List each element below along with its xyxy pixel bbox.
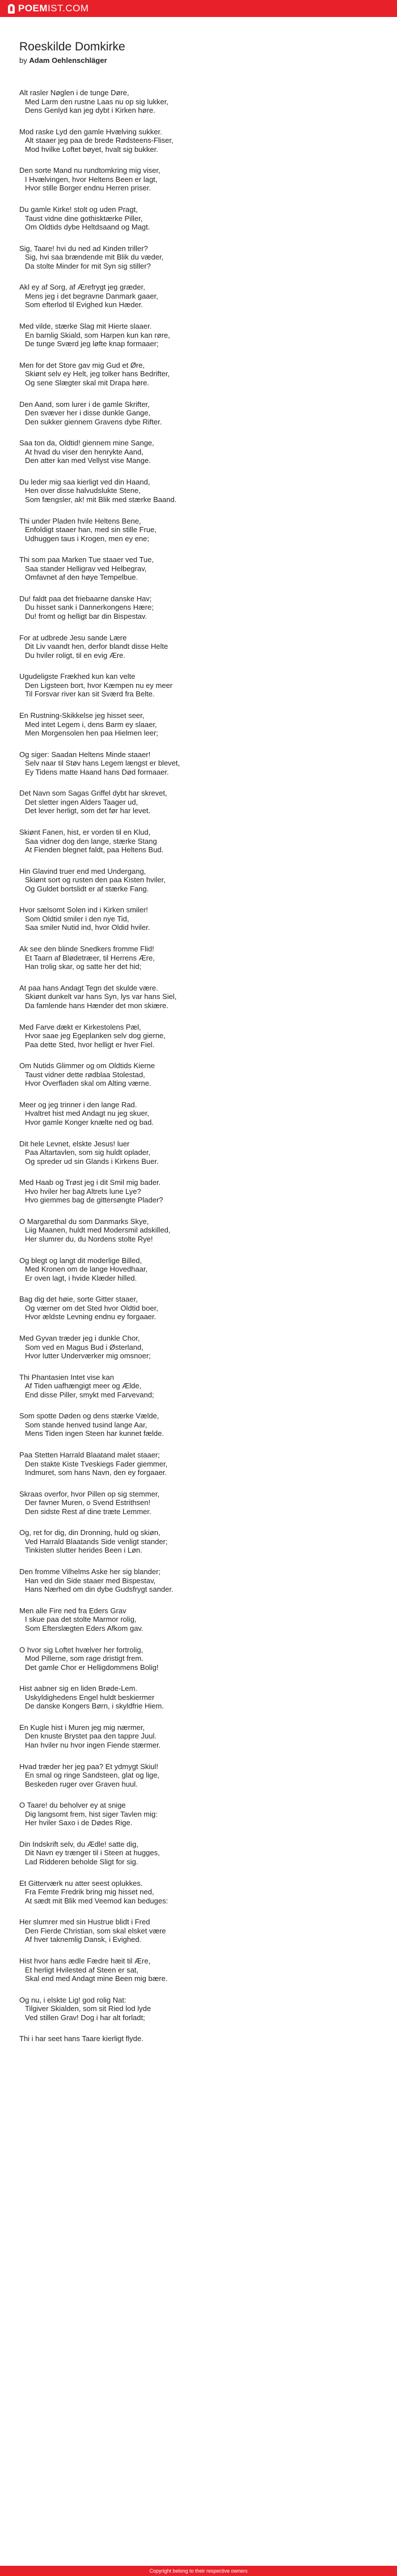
poem-line: Paa dette Sted, hvor helligt er hver Fiel. <box>25 1040 155 1049</box>
poem-stanza <box>19 1606 382 1633</box>
poem-line: Det gamle Chor er Helligdommens Bolig! <box>25 1663 159 1672</box>
poem-line: Her hviler Saxo i de Dødes Rige. <box>25 1818 133 1827</box>
poem-stanza <box>19 1178 382 1205</box>
poem-line: Dit Liv vaandt hen, derfor blandt disse Helte <box>25 642 168 651</box>
poem-line: Akl ey af Sorg, af Ærefrygt jeg græder, <box>19 283 145 292</box>
poem-line: Sig, Taare! hvi du ned ad Kinden triller? <box>19 244 148 253</box>
poem-stanza <box>19 1412 382 1438</box>
poem-line: Hvor sælsomt Solen ind i Kirken smiler! <box>19 906 148 915</box>
poem-line: Med vilde, stærke Slag mit Hierte slaaer. <box>19 322 152 331</box>
poem-line: Den sukker giennem Gravens dybe Rifter. <box>25 417 162 426</box>
poem-stanza <box>19 750 382 777</box>
logo-tld: IST.COM <box>48 3 89 14</box>
poem-stanza <box>19 711 382 738</box>
poemist-logo-icon <box>8 4 15 14</box>
poem-line: Taust vidner dette rødblaa Stolestad, <box>25 1070 145 1079</box>
poem-stanza <box>19 984 382 1010</box>
poem-stanza <box>19 1256 382 1283</box>
poem-line: Med Gyvan træder jeg i dunkle Chor, <box>19 1334 140 1342</box>
poem-line: Som stande henved tusind lange Aar, <box>25 1420 147 1429</box>
poem-line: Hist aabner sig en liden Brøde-Lem. <box>19 1684 138 1693</box>
poem-line: Om Nutids Glimmer og om Oldtids Kierne <box>19 1061 155 1070</box>
poem-line: Det Navn som Sagas Griffel dybt har skrevet, <box>19 789 167 798</box>
poem-line: En Kugle hist i Muren jeg mig nærmer, <box>19 1723 145 1732</box>
poem-line: Da famlende hans Hænder det mon skiære. <box>25 1001 168 1010</box>
poem-line: Skiønt dunkelt var hans Syn, lys var hans Siel, <box>25 992 177 1001</box>
poem-stanza <box>19 283 382 309</box>
poem-line: Liig Maanen, huldt med Modersmil adskilled, <box>25 1226 171 1235</box>
poem-line: Som efterlod til Evighed kun Hæder. <box>25 300 143 309</box>
poem-line: Og spreder ud sin Glands i Kirkens Buer. <box>25 1157 159 1166</box>
poem-line: Meer og jeg trinner i den lange Rad. <box>19 1100 137 1109</box>
poem-line: Du leder mig saa kierligt ved din Haand, <box>19 477 150 486</box>
poem-line: Selv naar til Støv hans Legem længst er blevet, <box>25 759 180 768</box>
poem-line: O Taare! du beholver ey at snige <box>19 1801 126 1810</box>
poem-line: Som ved en Magus Bud i Østerland, <box>25 1342 143 1351</box>
poem-line: At paa hans Andagt Tegn det skulde være. <box>19 983 158 992</box>
poem-title: Roeskilde Domkirke <box>19 40 125 53</box>
poem-line: Alt staaer jeg paa de brede Rødsteens-Fliser, <box>25 136 174 145</box>
poem-line: End disse Piller, smykt med Farvevand; <box>25 1390 154 1399</box>
poem-stanza <box>19 1023 382 1049</box>
poem-line: Med Kronen om de lange Hovedhaar, <box>25 1265 148 1274</box>
poem-line: Til Forsvar river kan sit Sværd fra Belte. <box>25 690 155 699</box>
poem-line: Thi Phantasien Intet vise kan <box>19 1372 114 1381</box>
poem-line: Den knuste Brystet paa den tappre Juul. <box>25 1732 157 1741</box>
poem-line: Og blegt og langt dit moderlige Billed, <box>19 1256 142 1265</box>
poem-stanza <box>19 906 382 932</box>
poem-line: Du! faldt paa det friebaarne danske Hav; <box>19 594 152 603</box>
poem-line: Saa smiler Nutid ind, hvor Oldid hviler. <box>25 923 150 932</box>
poem-line: Omfavnet af den høye Tempelbue. <box>25 573 138 582</box>
poem-stanza <box>19 1840 382 1867</box>
poem-line: En Rustning-Skikkelse jeg hisset seer, <box>19 711 145 720</box>
logo-brand: POEM <box>18 3 48 14</box>
top-bar <box>0 0 397 17</box>
poem-stanza <box>19 594 382 621</box>
poem-line: Hvad træder her jeg paa? Et ydmygt Skiul! <box>19 1762 158 1771</box>
poem-line: Du hviler roligt, til en evig Ære. <box>25 651 126 660</box>
logo-text <box>18 3 89 14</box>
poem-line: Dit Navn ey trænger til i Steen at hugges, <box>25 1848 160 1857</box>
poem-line: Hin Glavind truer end med Undergang, <box>19 866 146 875</box>
poem-line: Hvor gamle Konger knælte ned og bad. <box>25 1117 154 1127</box>
poem-line: Ey Tidens matte Haand hans Død formaaer. <box>25 767 169 776</box>
poem-line: Med Farve dækt er Kirkestolens Pæl, <box>19 1022 141 1031</box>
poem-line: Den Ligsteen bort, hvor Kæmpen nu ey meer <box>25 681 173 690</box>
poem-line: Men Morgensolen hen paa Hielmen leer; <box>25 729 158 737</box>
poem-line: Da stolte Minder for mit Syn sig stiller? <box>25 261 151 270</box>
poem-line: Det sletter ingen Alders Taager ud, <box>25 797 138 806</box>
poem-line: Er oven lagt, i hvide Klæder hilled. <box>25 1273 137 1282</box>
poem-stanza <box>19 1061 382 1088</box>
poem-stanza <box>19 517 382 543</box>
poem-line: Mens Tiden ingen Steen har kunnet fælde. <box>25 1429 164 1438</box>
poem-line: Saa vidner dog den lange, stærke Stang <box>25 836 157 845</box>
poem-line: Af hver taknemlig Dansk, i Evighed. <box>25 1935 142 1944</box>
poem-line: En smal og ringe Sandsteen, glat og lige, <box>25 1771 160 1780</box>
poem-stanza <box>19 634 382 660</box>
poem-line: Som Oldtid smiler i den nye Tid, <box>25 914 129 923</box>
poem-line: Den stakte Kiste Tveskiegs Fader giemmer, <box>25 1459 168 1468</box>
poem-line: Men alle Fire ned fra Eders Grav <box>19 1606 126 1615</box>
poem-line: Om Oldtids dybe Heltdsaand og Magt. <box>25 223 150 232</box>
poem-line: Og siger: Saadan Heltens Minde staaer! <box>19 750 151 759</box>
poem-stanza <box>19 1723 382 1750</box>
poem-body <box>19 88 382 2043</box>
poem-line: Hist hvor hans ædle Fædre hæit til Ære, <box>19 1957 151 1965</box>
poem-line: Alt rasler Nøglen i de tunge Døre, <box>19 88 129 97</box>
poem-line: I Hvælvingen, hvor Heltens Been er lagt, <box>25 175 158 184</box>
poem-stanza <box>19 1957 382 1983</box>
poem-line: Og, ret for dig, din Dronning, huld og skiøn, <box>19 1528 161 1537</box>
poem-stanza <box>19 1918 382 1944</box>
poem-line: Og sene Slægter skal mit Drapa høre. <box>25 378 149 387</box>
poem-content <box>19 40 382 2056</box>
site-logo[interactable] <box>8 0 89 17</box>
poem-stanza <box>19 244 382 271</box>
poem-stanza <box>19 1140 382 1166</box>
poem-stanza <box>19 1762 382 1789</box>
poem-line: Han trolig skar, og satte her det hid; <box>25 962 142 971</box>
poem-line: Thi i har seet hans Taare kierligt flyde. <box>19 2034 143 2043</box>
poem-line: Uskyldighedens Engel huldt beskiermer <box>25 1693 155 1702</box>
poem-line: Den sidste Rest af dine træte Lemmer. <box>25 1507 151 1516</box>
poem-line: Dit hele Levnet, elskte Jesus! luer <box>19 1139 130 1148</box>
poem-line: Et herligt Hvilested af Steen er sat, <box>25 1965 139 1974</box>
poem-line: Ugudeligste Frækhed kun kan velte <box>19 672 136 681</box>
poem-line: Dens Genlyd kan jeg dybt i Kirken høre. <box>25 106 155 114</box>
poem-line: Bag dig det høie, sorte Gitter staaer, <box>19 1295 138 1304</box>
poem-stanza <box>19 1334 382 1361</box>
poem-line: Han hviler nu hvor ingen Fiende stærmer. <box>25 1740 161 1749</box>
poem-byline <box>19 56 382 65</box>
poem-line: Hvor lutter Underværker mig omsnoer; <box>25 1351 151 1360</box>
poem-line: O hvor sig Loftet hvælver her fortrolig, <box>19 1645 143 1654</box>
poem-line: Din Indskrift selv, du Ædle! satte dig, <box>19 1839 139 1848</box>
poem-line: Paa Stetten Harrald Blaatand malet staaer; <box>19 1451 160 1460</box>
poem-line: Dig langsomt frem, hist siger Tavlen mig: <box>25 1809 158 1818</box>
poem-stanza <box>19 1295 382 1321</box>
poem-line: Af Tiden uafhængigt meer og Ælde, <box>25 1381 142 1391</box>
poem-line: Som spotte Døden og dens stærke Vælde, <box>19 1412 159 1421</box>
poem-stanza <box>19 828 382 855</box>
poem-line: Skiønt selv ey Helt, jeg tolker hans Bedrifter, <box>25 369 170 379</box>
poem-line: O Margarethal du som Danmarks Skye, <box>19 1217 149 1226</box>
poem-line: Der favner Muren, o Svend Estrithsen! <box>25 1498 151 1507</box>
poem-line: Ved stillen Grav! Dog i har alt forladt; <box>25 2013 145 2022</box>
poem-stanza <box>19 1528 382 1555</box>
poem-line: Den svæver her i disse dunkle Gange, <box>25 409 151 417</box>
poem-line: Taust vidne dine gothisktærke Piller, <box>25 214 143 223</box>
poem-line: Som fængsler, ak! mit Blik med stærke Baand. <box>25 495 177 504</box>
poem-line: I skue paa det stolte Marmor rolig, <box>25 1615 137 1624</box>
poem-stanza <box>19 1684 382 1711</box>
poem-stanza <box>19 1646 382 1672</box>
poem-stanza <box>19 166 382 193</box>
poem-stanza <box>19 945 382 971</box>
poem-line: Hvaltret hist med Andagt nu jeg skuer, <box>25 1109 149 1118</box>
poem-line: Thi som paa Marken Tue staaer ved Tue, <box>19 555 154 564</box>
poem-line: Et Gitterværk nu atter seest oplukkes. <box>19 1878 143 1888</box>
poem-stanza <box>19 1879 382 1906</box>
poem-stanza <box>19 1451 382 1477</box>
poem-line: Hvor saae jeg Egeplanken selv dog gierne, <box>25 1031 166 1040</box>
poem-stanza <box>19 205 382 232</box>
poem-line: Beskeden ruger over Graven huul. <box>25 1779 138 1788</box>
poem-stanza <box>19 88 382 115</box>
poem-line: Hen over disse halvudslukte Stene, <box>25 486 141 495</box>
poem-line: At hvad du viser den henrykte Aand, <box>25 447 143 456</box>
poem-line: Udhuggen taus i Krogen, men ey ene; <box>25 534 149 543</box>
footer-copyright: Copyright belong to their respective owners <box>149 2568 248 2574</box>
poem-line: Sig, hvi saa brændende mit Blik du væder, <box>25 253 164 262</box>
poem-line: Her slumrer med sin Hustrue blidt i Fred <box>19 1918 150 1927</box>
poem-line: Indmuret, som hans Navn, den ey forgaaer. <box>25 1468 167 1477</box>
poem-line: Thi under Pladen hvile Heltens Bene, <box>19 516 141 525</box>
poem-line: Skiønt Fanen, hist, er vorden til en Klud, <box>19 828 151 837</box>
poem-line: De danske Kongers Børn, i skyldfrie Hiem. <box>25 1702 164 1711</box>
poem-line: Saa stander Helligrav ved Helbegrav, <box>25 564 147 573</box>
poem-stanza <box>19 1217 382 1244</box>
poem-stanza <box>19 1996 382 2022</box>
poem-line: Ak see den blinde Snedkers fromme Flid! <box>19 945 154 954</box>
poem-line: Hvo giemmes bag de gittersøngte Plader? <box>25 1196 163 1205</box>
poem-line: Skal end med Andagt mine Been mig bære. <box>25 1974 168 1983</box>
poem-line: Fra Femte Fredrik bring mig hisset ned, <box>25 1888 154 1897</box>
poem-stanza <box>19 2034 382 2043</box>
poem-line: Skraas overfor, hvor Pillen op sig stemmer, <box>19 1489 160 1498</box>
poem-line: Her slumrer du, du Nordens stolte Rye! <box>25 1234 153 1243</box>
poem-line: Ved Harrald Blaatands Side venligt stander; <box>25 1537 168 1546</box>
poem-stanza <box>19 400 382 427</box>
poem-line: Mens jeg i det begravne Danmark gaaer, <box>25 291 158 300</box>
poem-line: Mod hvilke Loftet bøyet, hvalt sig bukker. <box>25 144 158 154</box>
poem-line: Mod raske Lyd den gamle Hvælving sukker. <box>19 127 162 136</box>
poem-stanza <box>19 867 382 894</box>
poem-line: Saa ton da, Oldtid! giennem mine Sange, <box>19 439 154 448</box>
poem-line: Skiønt sort og rusten den paa Kisten hviler, <box>25 875 166 885</box>
poem-line: Han ved din Side staaer med Bispestav, <box>25 1576 156 1585</box>
poem-stanza <box>19 789 382 815</box>
poem-stanza <box>19 1373 382 1400</box>
poem-stanza <box>19 478 382 504</box>
poem-line: Hvo hviler her bag Altrets lune Lye? <box>25 1187 141 1196</box>
poem-line: Den Aand, som lurer i de gamle Skrifter, <box>19 399 150 409</box>
poem-stanza <box>19 1567 382 1594</box>
poem-stanza <box>19 672 382 699</box>
poem-stanza <box>19 555 382 582</box>
poem-stanza <box>19 1801 382 1827</box>
poem-stanza <box>19 439 382 465</box>
poem-line: Du hisset sank i Dannerkongens Hære; <box>25 603 154 612</box>
poem-line: Og nu, i elskte Lig! god rolig Nat: <box>19 1995 126 2004</box>
poem-stanza <box>19 127 382 154</box>
poem-line: Den Fierde Christian, som skal elsket være <box>25 1926 166 1935</box>
poem-line: At sædt mit Blik med Veemod kan beduges: <box>25 1896 168 1905</box>
poem-line: Den atter kan med Vellyst vise Mange. <box>25 456 151 465</box>
poem-line: Men for det Store gav mig Gud et Øre, <box>19 360 145 369</box>
poem-line: Tinkisten slutter herides Been i Løn. <box>25 1546 142 1555</box>
poem-line: De tunge Sværd jeg løfte knap formaaer; <box>25 339 159 348</box>
poem-stanza <box>19 361 382 388</box>
poem-line: Lad Ridderen beholde Sligt for sig. <box>25 1857 138 1866</box>
poem-line: Med intet Legem i, dens Barm ey slaaer, <box>25 720 157 729</box>
poem-stanza <box>19 1100 382 1127</box>
poem-line: Med Larm den rustne Laas nu op sig lukker, <box>25 97 168 106</box>
poem-stanza <box>19 1490 382 1516</box>
poem-line: Du gamle Kirke! stolt og uden Pragt, <box>19 205 138 214</box>
poem-line: Og værner om det Sted hvor Oldtid boer, <box>25 1303 158 1312</box>
poem-line: Mod Pillerne, som rage dristigt frem. <box>25 1654 143 1663</box>
poem-line: Hvor stille Borger endnu Herren priser. <box>25 184 151 193</box>
poem-line: Paa Altartavlen, som sig huldt oplader, <box>25 1148 151 1157</box>
poem-line: Det lever herligt, som det før har levet. <box>25 806 151 815</box>
poem-line: Den fromme Vilhelms Aske her sig blander; <box>19 1567 161 1576</box>
poem-line: En barnlig Skiald, som Harpen kun kan røre, <box>25 330 170 339</box>
poem-line: Med Haab og Trøst jeg i dit Smil mig bader. <box>19 1178 161 1187</box>
poem-line: At Fienden blegnet faldt, paa Heltens Bud. <box>25 845 164 855</box>
poem-line: Et Taarn af Blødetræer, til Herrens Ære, <box>25 953 155 962</box>
poem-line: Du! fromt og helligt bar din Bispestav. <box>25 611 147 620</box>
poem-line: Den sorte Mand nu rundtomkring mig viser, <box>19 166 161 175</box>
by-label: by <box>19 56 27 65</box>
poem-line: Som Efterslægten Eders Afkom gav. <box>25 1623 143 1633</box>
poem-author[interactable]: Adam Oehlenschläger <box>29 56 107 65</box>
poem-line: Hans Nærhed om din dybe Gudsfrygt sander. <box>25 1585 174 1594</box>
poem-line: For at udbrede Jesu sande Lære <box>19 633 127 642</box>
poem-line: Hvor ældste Levning endnu ey forgaaer. <box>25 1312 157 1321</box>
poem-line: Tilgiver Skialden, som sit Ried lod lyde <box>25 2004 151 2013</box>
footer-bar <box>0 2566 397 2576</box>
poem-stanza <box>19 322 382 348</box>
poem-line: Hvor Overfladen skal om Alting værne. <box>25 1079 151 1088</box>
poem-line: Og Guldet bortslidt er af stærke Fang. <box>25 884 149 893</box>
poem-line: Enfoldigt staaer han, med sin stille Frue, <box>25 525 157 534</box>
